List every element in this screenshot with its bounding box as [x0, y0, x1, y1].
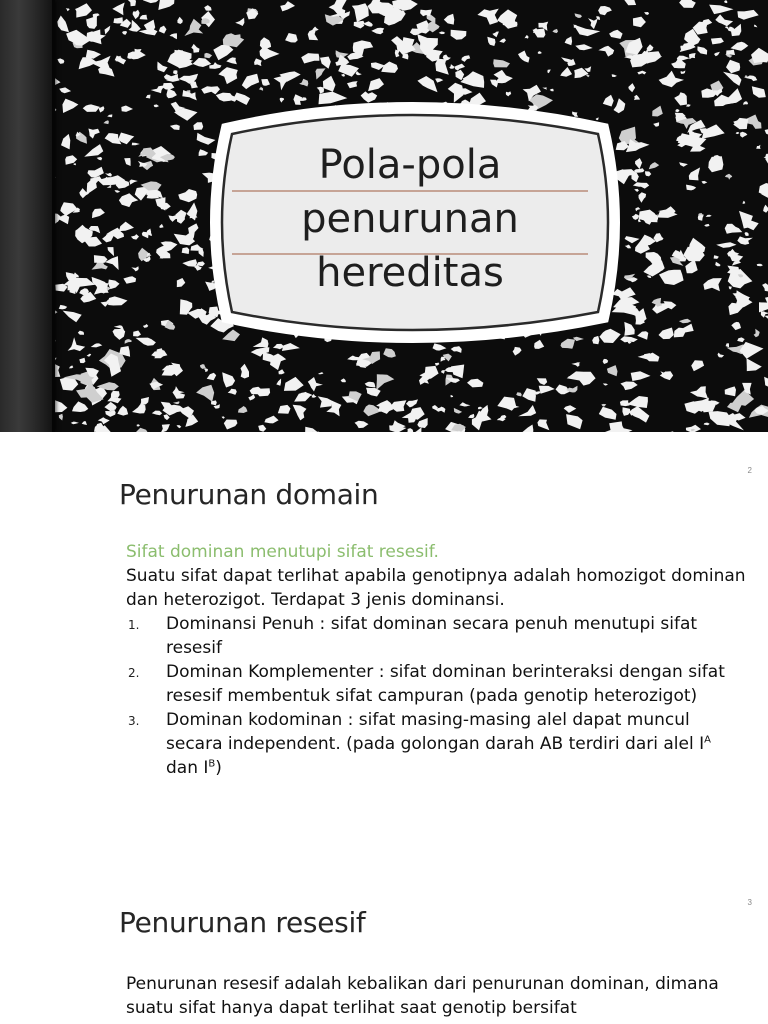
list-text: Dominansi Penuh : sifat dominan secara penuh menutupi sifat resesif — [166, 614, 698, 658]
slide-title: Penurunan domain — [119, 478, 379, 511]
body-text: Penurunan resesif adalah kebalikan dari penurunan dominan, dimana suatu sifat hanya dapat terlihat saat genotip bersifat — [126, 974, 719, 1018]
slide-3 — [0, 874, 768, 1024]
list-item — [126, 612, 746, 660]
cover-title — [230, 138, 590, 300]
list-text-part: Dominan kodominan : sifat masing-masing alel dapat muncul secara independent. (pada golongan darah AB terdiri dari alel I — [166, 710, 705, 754]
highlight-text: Sifat dominan menutupi sifat resesif. — [126, 542, 439, 562]
slide-body — [126, 972, 746, 1020]
cover-title-line-3: hereditas — [316, 250, 504, 296]
list-text — [166, 710, 711, 778]
cover-title-line-2: penurunan — [301, 196, 519, 242]
list-number: 2. — [128, 666, 140, 680]
slide-number: 2 — [747, 466, 752, 475]
allele-superscript-b: B — [208, 758, 216, 770]
list-item — [126, 660, 746, 708]
dominance-list — [126, 612, 746, 780]
cover-title-line-1: Pola-pola — [318, 142, 502, 188]
slide-title: Penurunan resesif — [119, 906, 366, 939]
list-text-part: dan I — [166, 758, 209, 778]
cover-slide — [0, 0, 768, 432]
slide-number: 3 — [747, 898, 752, 907]
slide-body — [126, 540, 746, 780]
list-number: 1. — [128, 618, 140, 632]
allele-superscript-a: A — [704, 734, 711, 746]
slide-2 — [0, 432, 768, 874]
list-item — [126, 708, 746, 780]
list-text: Dominan Komplementer : sifat dominan berinteraksi dengan sifat resesif membentuk sifat campuran (pada genotip heterozigot) — [166, 662, 725, 706]
intro-text: Suatu sifat dapat terlihat apabila genotipnya adalah homozigot dominan dan heterozigot. Terdapat 3 jenis dominansi. — [126, 566, 746, 610]
list-text-part: ) — [215, 758, 222, 778]
list-number: 3. — [128, 714, 140, 728]
